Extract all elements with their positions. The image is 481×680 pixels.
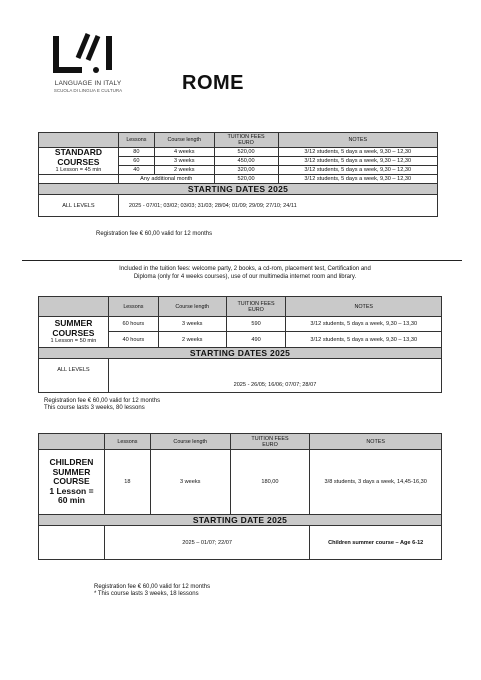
header-notes: NOTES bbox=[278, 133, 437, 148]
lessons-cell: 80 bbox=[118, 148, 154, 157]
empty-cell bbox=[39, 526, 105, 560]
level-cell: ALL LEVELS bbox=[39, 195, 119, 217]
summer-registration-fee: Registration fee € 60,00 valid for 12 months bbox=[44, 398, 161, 404]
starting-dates-band bbox=[39, 184, 438, 195]
logo-subtext: SCUOLA DI LINGUA E CULTURA bbox=[53, 88, 123, 93]
course-name-line: COURSE bbox=[53, 476, 90, 487]
length-cell: 2 weeks bbox=[158, 332, 226, 348]
header-length: Course length bbox=[158, 297, 226, 317]
length-cell: 4 weeks bbox=[154, 148, 214, 157]
included-line-1: Included in the tuition fees: welcome party, 2 books, a cd-rom, placement test, Certification and bbox=[119, 266, 371, 272]
additional-month-label: Any additional month bbox=[118, 175, 214, 184]
starting-dates-band bbox=[39, 348, 442, 359]
course-name-cell bbox=[39, 317, 109, 348]
header-lessons: Lessons bbox=[104, 434, 150, 450]
length-cell: 3 weeks bbox=[150, 450, 230, 515]
course-name: STANDARD COURSES bbox=[54, 147, 102, 167]
header-empty bbox=[39, 297, 109, 317]
course-name-cell bbox=[39, 148, 119, 175]
header-fees-label: TUITION FEES bbox=[251, 435, 289, 442]
table-row bbox=[39, 175, 438, 184]
table-row bbox=[39, 317, 442, 332]
header-fees bbox=[226, 297, 286, 317]
starting-dates-title: STARTING DATES 2025 bbox=[39, 184, 438, 195]
logo-mark-icon bbox=[48, 30, 126, 82]
empty-cell bbox=[39, 175, 119, 184]
fee-cell: 490 bbox=[226, 332, 286, 348]
notes-cell: 3/12 students, 5 days a week, 9,30 – 13,30 bbox=[286, 332, 442, 348]
notes-cell: 3/12 students, 5 days a week, 9,30 – 12,30 bbox=[278, 166, 437, 175]
logo-text: LANGUAGE IN ITALY bbox=[54, 80, 122, 87]
starting-dates-title: STARTING DATE 2025 bbox=[39, 515, 442, 526]
lesson-duration: 1 Lesson = 50 min bbox=[50, 338, 97, 344]
standard-courses-table bbox=[38, 132, 438, 217]
header-empty bbox=[39, 434, 105, 450]
fee-cell: 450,00 bbox=[214, 157, 278, 166]
table-row bbox=[39, 450, 442, 515]
header-empty bbox=[39, 133, 119, 148]
header-fees-unit: EURO bbox=[262, 441, 278, 448]
dates-row bbox=[39, 359, 442, 393]
header-fees-label: TUITION FEES bbox=[237, 300, 275, 307]
header-length: Course length bbox=[150, 434, 230, 450]
dates-row bbox=[39, 526, 442, 560]
notes-cell: 3/12 students, 5 days a week, 9,30 – 12,30 bbox=[278, 157, 437, 166]
header-lessons: Lessons bbox=[108, 297, 158, 317]
header-fees bbox=[214, 133, 278, 148]
fee-cell: 180,00 bbox=[230, 450, 310, 515]
table-row bbox=[39, 148, 438, 157]
header-fees-unit: EURO bbox=[238, 140, 254, 146]
fee-cell: 590 bbox=[226, 317, 286, 332]
lessons-cell: 60 hours bbox=[108, 317, 158, 332]
notes-cell: 3/12 students, 5 days a week, 9,30 – 12,30 bbox=[278, 148, 437, 157]
included-line-2: Diploma (only for 4 weeks courses), use of our multimedia internet room and library. bbox=[133, 273, 357, 280]
fee-cell: 320,00 bbox=[214, 166, 278, 175]
starting-dates-title: STARTING DATES 2025 bbox=[39, 348, 442, 359]
header-length: Course length bbox=[154, 133, 214, 148]
summer-notes bbox=[44, 398, 160, 413]
table-header bbox=[39, 297, 442, 317]
header-notes: NOTES bbox=[310, 434, 442, 450]
lessons-cell: 60 bbox=[118, 157, 154, 166]
summer-course-duration: This course lasts 3 weeks, 80 lessons bbox=[44, 405, 145, 412]
standard-registration-fee: Registration fee € 60,00 valid for 12 months bbox=[96, 231, 213, 237]
dates-cell: 2025 - 26/05; 16/06; 07/07; 28/07 bbox=[108, 359, 441, 393]
notes-cell: 3/12 students, 5 days a week, 9,30 – 13,30 bbox=[286, 317, 442, 332]
fee-cell: 520,00 bbox=[214, 148, 278, 157]
course-name-line: SUMMER bbox=[52, 466, 91, 477]
dates-cell: 2025 - 07/01; 03/02; 03/03; 31/03; 28/04; 01/09; 29/09; 27/10; 24/11 bbox=[118, 195, 437, 217]
course-name: SUMMER COURSES bbox=[52, 318, 95, 338]
fee-cell: 520,00 bbox=[214, 175, 278, 184]
table-header bbox=[39, 434, 442, 450]
children-course-table bbox=[38, 433, 442, 560]
course-name-cell bbox=[39, 450, 105, 515]
level-cell: ALL LEVELS bbox=[39, 359, 109, 393]
length-cell: 3 weeks bbox=[154, 157, 214, 166]
lessons-cell: 18 bbox=[104, 450, 150, 515]
course-name-line: CHILDREN bbox=[49, 457, 94, 468]
notes-cell: 3/12 students, 5 days a week, 9,30 – 12,30 bbox=[278, 175, 437, 184]
included-note bbox=[40, 266, 450, 281]
age-note-cell: Children summer course – Age 6-12 bbox=[310, 526, 442, 560]
lessons-cell: 40 hours bbox=[108, 332, 158, 348]
header-fees-unit: EURO bbox=[248, 306, 264, 313]
children-notes bbox=[94, 584, 210, 599]
course-name-line: 60 min bbox=[57, 495, 85, 506]
dates-cell: 2025 – 01/07; 22/07 bbox=[104, 526, 309, 560]
course-name-line: 1 Lesson = bbox=[49, 485, 94, 496]
length-cell: 3 weeks bbox=[158, 317, 226, 332]
header-notes: NOTES bbox=[286, 297, 442, 317]
children-registration-fee: Registration fee € 60,00 valid for 12 months bbox=[94, 584, 211, 590]
notes-cell: 3/8 students, 3 days a week, 14,45-16,30 bbox=[310, 450, 442, 515]
header-fees bbox=[230, 434, 310, 450]
starting-dates-band bbox=[39, 515, 442, 526]
children-course-duration: * This course lasts 3 weeks, 18 lessons bbox=[94, 591, 199, 598]
summer-courses-table bbox=[38, 296, 442, 393]
section-divider bbox=[22, 260, 462, 261]
page-title: ROME bbox=[182, 72, 244, 94]
lessons-cell: 40 bbox=[118, 166, 154, 175]
table-header bbox=[39, 133, 438, 148]
lesson-duration: 1 Lesson = 45 min bbox=[55, 167, 102, 173]
header-lessons: Lessons bbox=[118, 133, 154, 148]
header-fees-label: TUITION FEES bbox=[227, 134, 265, 140]
length-cell: 2 weeks bbox=[154, 166, 214, 175]
dates-row bbox=[39, 195, 438, 217]
